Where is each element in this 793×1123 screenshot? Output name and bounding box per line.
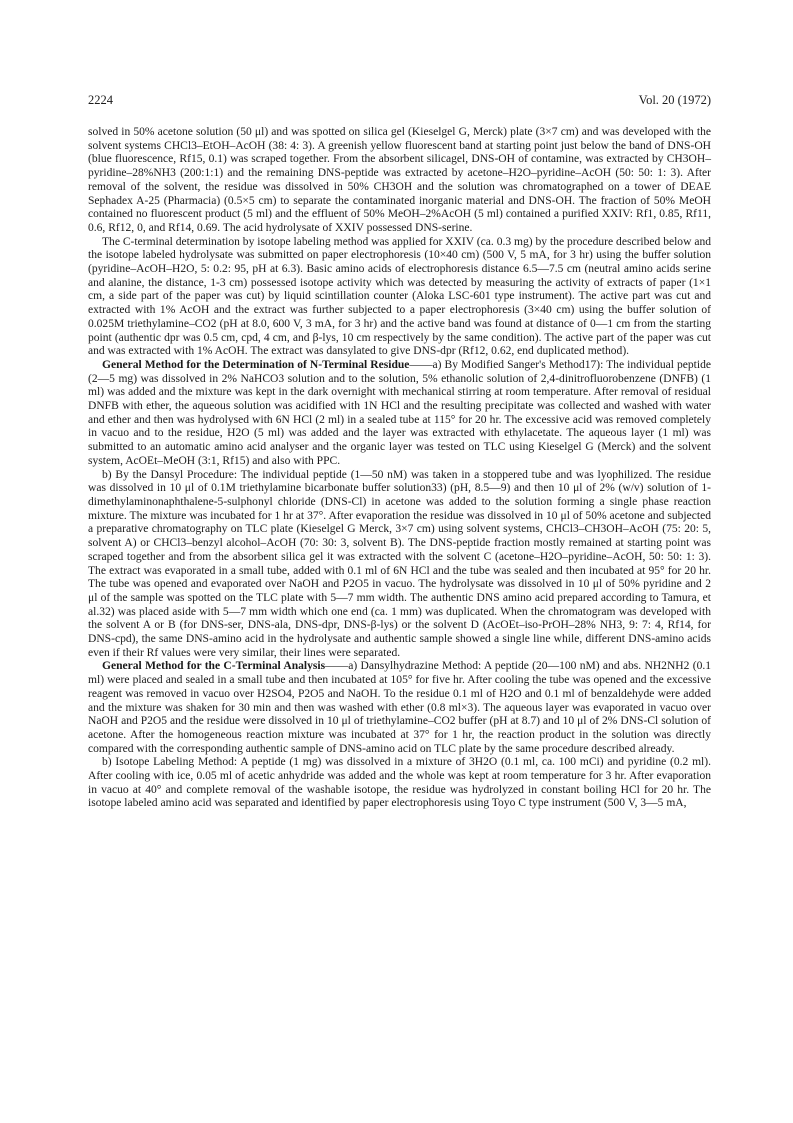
paragraph-c-terminal-method [88, 660, 711, 756]
page-number: 2224 [88, 93, 113, 107]
paragraph-text: ——a) By Modified Sanger's Method17): The individual peptide (2—5 mg) was dissolved in 2% NaHCO3 solution and to the solution, 5% ethanolic solution of 2,4-dinitrofluorobenzene (DNFB) (1 ml) was added and the mixture was kept in the dark overnight with mechanical stirring at room temperature. After removal of residual DNFB with ether, the aqueous solution was acidified with 1N HCl and the resulting precipitate was collected and washed with water and ether and then was hydrolysed with 6N HCl (2 ml) in a sealed tube at 115° for 20 hr. The excessive acid was removed completely in vacuo and to the residue, H2O (5 ml) was added and the layer was extracted with ethylacetate. The aqueous layer (1 ml) was submitted to an automatic amino acid analyser and the organic layer was tested on TLC using Kieselgel G (Merck) and the solvent system, AcOEt–MeOH (3:1, Rf15) and also with PPC. [88, 358, 711, 467]
paragraph-text: b) By the Dansyl Procedure: The individual peptide (1—50 nM) was taken in a stoppered tube and was lyophilized. The residue was dissolved in 10 μl of 0.1M triethylamine bicarbonate buffer solution33) (pH, 8.5—9) and then 10 μl of 2% (w/v) solution of 1-dimethylaminonaphthalene-5-sulphonyl chloride (DNS-Cl) in acetone was added to the solution forming a single phase reaction mixture. The mixture was incubated for 1 hr at 37°. After evaporation the residue was dissolved in 10 μl of 50% acetone and subjected a preparative chromatography on TLC plate (Kieselgel G Merck, 3×7 cm) using solvent systems, CHCl3–CH3OH–AcOH (75: 20: 5, solvent A) or CHCl3–benzyl alcohol–AcOH (70: 30: 3, solvent B). The DNS-peptide fraction mostly remained at starting point was scraped together and from the absorbent silica gel it was extracted with the solvent C (acetone–H2O–pyridine–AcOH, 50: 50: 1: 3). The extract was evaporated in a small tube, added with 0.1 ml of 6N HCl and the tube was sealed and then incubated at 95° for 20 hr. The tube was opened and evaporated over NaOH and P2O5 in vacuo. The hydrolysate was dissolved in 10 μl of 50% pyridine and 2 μl of the sample was spotted on the TLC plate with 5—7 mm width. The authentic DNS amino acid prepared according to Tamura, et al.32) was placed aside with 5—7 mm width which one end (ca. 1 mm) was duplicated. When the chromatogram was developed with the solvent A or B (for DNS-ser, DNS-ala, DNS-dpr, DNS-β-lys) or the solvent D (AcOEt–iso-PrOH–28% NH3, 9: 7: 4, Rf14, for DNS-cpd), the same DNS-amino acid in the hydrolysate and authentic sample showed a single line while, different DNS-amino acids even if their Rf values were very similar, their lines were separated. [88, 468, 711, 659]
paragraph-sample-purification [88, 126, 711, 236]
paragraph-c-terminal-determination [88, 236, 711, 359]
section-heading: General Method for the C-Terminal Analysis [102, 660, 326, 673]
page-header [88, 93, 711, 109]
paragraph-text: ——a) Dansylhydrazine Method: A peptide (20—100 nM) and abs. NH2NH2 (0.1 ml) were placed and sealed in a small tube and then incubated at 105° for five hr. After cooling the tube was opened and the excessive reagent was removed in vacuo over H2SO4, P2O5 and NaOH. To the residue 0.1 ml of H2O and 0.1 ml of benzaldehyde were added and the mixture was shaken for 30 min and then was washed with ether (0.8 ml×3). The aqueous layer was evaporated in vacuo over NaOH and P2O5 and the residue were dissolved in 10 μl of triethylamine–CO2 buffer (pH at 8.7) and 10 μl of 2% DNS-Cl solution of acetone. After the homogeneous reaction mixture was incubated at 37° for 1 hr, the reaction product in the solution was directly compared with the corresponding authentic sample of DNS-amino acid on TLC plate by the same procedure described already. [88, 660, 711, 755]
paragraph-isotope-labeling [88, 756, 711, 811]
section-heading: General Method for the Determination of N-Terminal Residue [102, 358, 410, 371]
paragraph-text: solved in 50% acetone solution (50 μl) and was spotted on silica gel (Kieselgel G, Merck) plate (3×7 cm) and was developed with the solvent systems CHCl3–EtOH–AcOH (38: 4: 3). A greenish yellow fluorescent band at starting point just below the band of DNS-OH (blue fluorescence, Rf15, 0.1) was scraped together. From the absorbent silicagel, DNS-OH of contamine, was extracted by CH3OH–pyridine–28%NH3 (200:1:1) and the remaining DNS-peptide was extracted by acetone–H2O–pyridine–AcOH (50: 50: 1: 3). After removal of the solvent, the residue was dissolved in 50% CH3OH and the solution was chromatographed on a tower of DEAE Sephadex A-25 (Pharmacia) (0.5×5 cm) to separate the contaminated inorganic material and DNS-OH. The fraction of 50% MeOH contained no fluorescent product (5 ml) and the effluent of 50% MeOH–2%AcOH (5 ml) contained a purified XXIV: Rf1, 0.85, Rf11, 0.6, Rf12, 0, and Rf14, 0.69. The acid hydrolysate of XXIV possessed DNS-serine. [88, 126, 711, 234]
paragraph-text: The C-terminal determination by isotope labeling method was applied for XXIV (ca. 0.3 mg) by the procedure described below and the isotope labeled hydrolysate was submitted on paper electrophoresis (10×40 cm) (500 V, 5 mA, for 3 hr) using the buffer solution (pyridine–AcOH–H2O, 5: 0.2: 95, pH at 6.3). Basic amino acids of electrophoresis distance 6.5—7.5 cm (neutral amino acids serine and alanine, the distance, 1-3 cm) possessed isotope activity which was detected by measuring the activity of extracts of paper (1×1 cm, a side part of the paper was cut) by liquid scintillation counter (Aloka LSC-601 type instrument). The active part was cut and extracted with 1% AcOH and the extract was further subjected to a paper electrophoresis (3×40 cm) using the buffer solution of 0.025M triethylamine–CO2 (pH at 8.0, 600 V, 3 mA, for 3 hr) and the active band was found at distance of 0—1 cm from the starting point (authentic dpr was 0.5 cm, cpd, 4 cm, and β-lys, 10 cm respectively by the same condition). The active part of the paper was cut and was extracted with 1% AcOH. The extract was dansylated to give DNS-dpr (Rf12, 0.62, end duplicated method). [88, 235, 711, 358]
journal-volume: Vol. 20 (1972) [638, 93, 711, 107]
article-body [88, 126, 711, 811]
paragraph-n-terminal-method [88, 359, 711, 469]
paragraph-dansyl-procedure [88, 469, 711, 661]
paragraph-text: b) Isotope Labeling Method: A peptide (1 mg) was dissolved in a mixture of 3H2O (0.1 ml, ca. 100 mCi) and pyridine (0.2 ml). After cooling with ice, 0.05 ml of acetic anhydride was added and the whole was kept at room temperature for 3 hr. After evaporation in vacuo at 40° and complete removal of the washable isotope, the residue was hydrolyzed in constant boiling HCl for 20 hr. The isotope labeled amino acid was separated and identified by paper electrophoresis using Toyo C type instrument (500 V, 3—5 mA, [88, 756, 711, 810]
